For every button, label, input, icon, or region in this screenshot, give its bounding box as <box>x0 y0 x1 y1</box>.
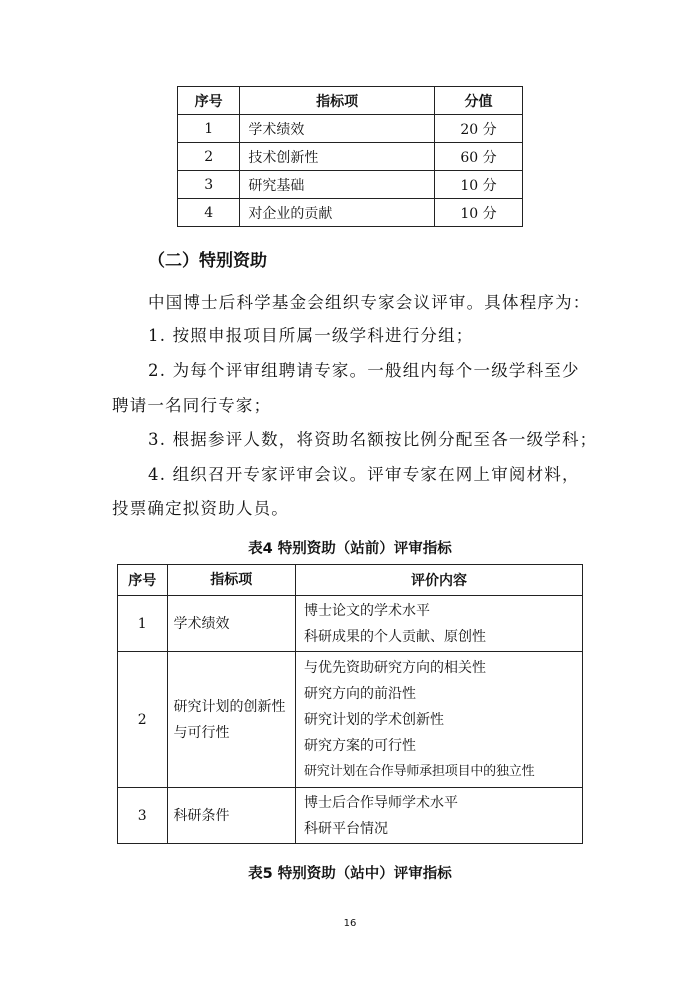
score-table <box>177 86 523 227</box>
row-number: 4 <box>178 199 240 227</box>
paragraph-intro: 中国博士后科学基金会组织专家会议评审。具体程序为： <box>148 293 591 312</box>
content-line: 科研平台情况 <box>303 820 388 837</box>
header-cell: 序号 <box>178 87 240 115</box>
evaluation-table <box>117 564 583 844</box>
table-row <box>178 199 523 227</box>
indicator-item: 研究基础 <box>240 171 435 199</box>
content-line: 研究方向的前沿性 <box>303 685 416 702</box>
indicator-item: 研究计划的创新性与可行性 <box>167 652 295 788</box>
section-heading: （二）特别资助 <box>148 251 267 271</box>
table-row <box>178 143 523 171</box>
paragraph-step-3: 3. 根据参评人数，将资助名额按比例分配至各一级学科； <box>148 430 598 449</box>
table-row <box>118 652 583 788</box>
row-number: 2 <box>118 652 168 788</box>
paragraph-step-2: 2. 为每个评审组聘请专家。一般组内每个一级学科至少 <box>148 361 580 380</box>
row-number: 1 <box>178 115 240 143</box>
table-row <box>178 115 523 143</box>
table-row <box>178 171 523 199</box>
table-caption: 表4 特别资助（站前）评审指标 <box>248 541 452 557</box>
indicator-item: 学术绩效 <box>167 596 295 652</box>
content-line: 研究计划在合作导师承担项目中的独立性 <box>303 763 535 779</box>
header-cell: 序号 <box>118 565 168 596</box>
page-number: 16 <box>343 918 357 929</box>
header-cell: 指标项 <box>167 565 295 596</box>
evaluation-content <box>295 596 582 652</box>
content-line: 博士论文的学术水平 <box>303 602 430 619</box>
indicator-item: 科研条件 <box>167 788 295 844</box>
table-header-row <box>178 87 523 115</box>
evaluation-content <box>295 652 582 788</box>
score-value: 10 分 <box>434 199 522 227</box>
score-value: 60 分 <box>434 143 522 171</box>
paragraph-step-4-cont: 投票确定拟资助人员。 <box>112 499 289 518</box>
table-row <box>118 596 583 652</box>
content-line: 博士后合作导师学术水平 <box>303 794 458 811</box>
content-line: 科研成果的个人贡献、原创性 <box>303 628 486 645</box>
indicator-item: 学术绩效 <box>240 115 435 143</box>
row-number: 3 <box>118 788 168 844</box>
paragraph-step-1: 1. 按照申报项目所属一级学科进行分组； <box>148 326 474 345</box>
content-line: 研究计划的学术创新性 <box>303 711 444 728</box>
paragraph-step-4: 4. 组织召开专家评审会议。评审专家在网上审阅材料， <box>148 465 580 484</box>
table-row <box>118 788 583 844</box>
score-value: 10 分 <box>434 171 522 199</box>
indicator-item: 对企业的贡献 <box>240 199 435 227</box>
row-number: 2 <box>178 143 240 171</box>
row-number: 1 <box>118 596 168 652</box>
paragraph-step-2-cont: 聘请一名同行专家； <box>112 396 272 415</box>
content-line: 研究方案的可行性 <box>303 737 416 754</box>
content-line: 与优先资助研究方向的相关性 <box>303 659 486 676</box>
header-cell: 分值 <box>434 87 522 115</box>
header-cell: 指标项 <box>240 87 435 115</box>
row-number: 3 <box>178 171 240 199</box>
score-value: 20 分 <box>434 115 522 143</box>
table-caption-5: 表5 特别资助（站中）评审指标 <box>248 866 452 882</box>
table-header-row <box>118 565 583 596</box>
header-cell: 评价内容 <box>295 565 582 596</box>
indicator-item: 技术创新性 <box>240 143 435 171</box>
evaluation-content <box>295 788 582 844</box>
